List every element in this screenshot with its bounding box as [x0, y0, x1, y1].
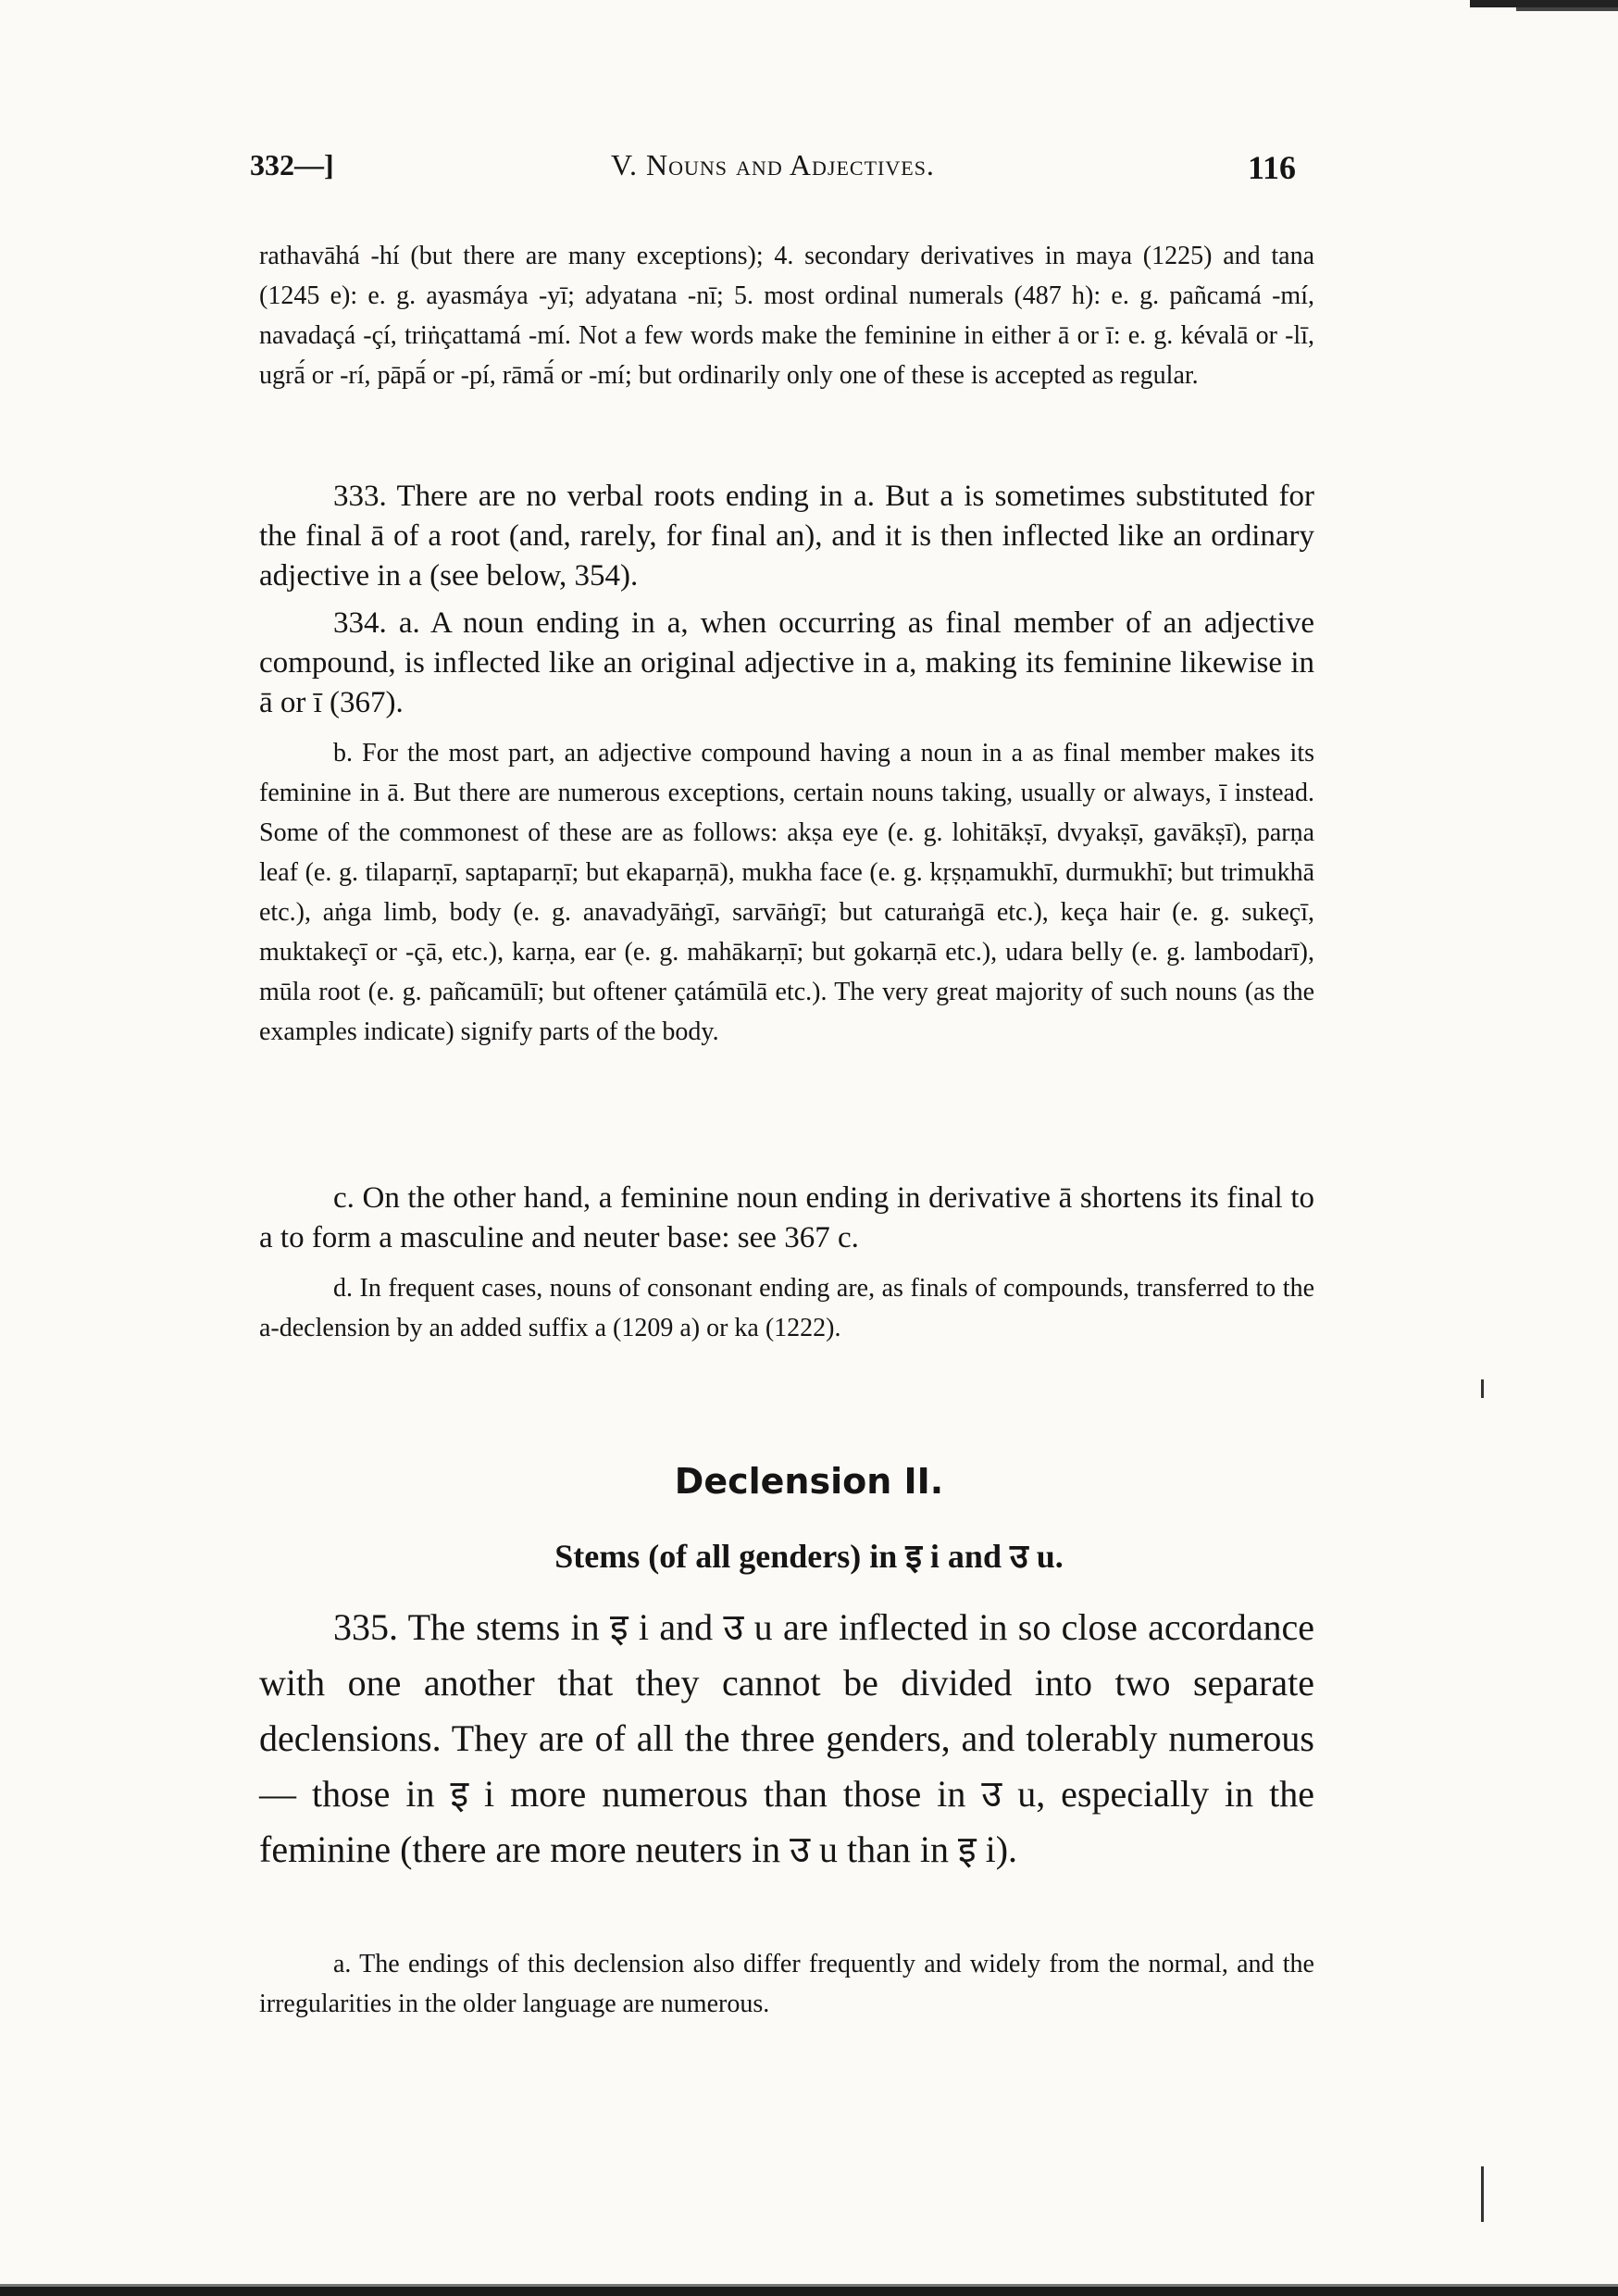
margin-mark	[1481, 1379, 1484, 1398]
scan-edge-top-shadow	[1516, 7, 1618, 11]
page-number: 116	[1247, 149, 1296, 186]
running-title: V. Nouns and Adjectives.	[611, 148, 935, 181]
page-header	[250, 148, 1296, 193]
paragraph-332-continued: rathavāhá -hí (but there are many exceptions); 4. secondary derivatives in maya (1225) and tana (1245 e): e. g. ayasmáya -yī; adyatana -nī; 5. most ordinal numerals (487 h): e. g. pañcamá -mí, navadaçá -çí, triṅçattamá -mí. Not a few words make the feminine in either ā or ī: e. g. kévalā or -lī, ugrā́ or -rí, pāpā́ or -pí, rāmā́ or -mí; but ordinarily only one of these is accepted as regular.	[259, 242, 1314, 390]
paragraph-334a: 334. a. A noun ending in a, when occurring as final member of an adjective compound, is inflected like an original adjective in a, making its feminine likewise in ā or ī (367).	[259, 606, 1314, 719]
paragraph-335: 335. The stems in इ i and उ u are inflected in so close accordance with one another that they cannot be divided into two separate declensions. They are of all the three genders, and tolerably numerous — those in इ i more numerous than those in उ u, especially in the feminine (there are more neuters in उ u than in इ i).	[259, 1606, 1314, 1870]
margin-mark	[1481, 2166, 1484, 2222]
paragraph-335a: a. The endings of this declension also differ frequently and widely from the normal, and the irregularities in the older language are numerous.	[259, 1950, 1314, 2018]
scan-edge-bottom	[0, 2287, 1618, 2296]
section-subheading: Stems (of all genders) in इ i and उ u.	[554, 1538, 1064, 1575]
paragraph-334d: d. In frequent cases, nouns of consonant ending are, as finals of compounds, transferred to the a-declension by an added suffix a (1209 a) or ka (1222).	[259, 1274, 1314, 1342]
section-heading: Declension II.	[674, 1461, 944, 1502]
paragraph-333: 333. There are no verbal roots ending in a. But a is sometimes substituted for the final ā of a root (and, rarely, for final an), and it is then inflected like an ordinary adjective in a (see below, 354).	[259, 480, 1314, 593]
scan-edge-top	[1470, 0, 1618, 7]
section-reference: 332—]	[250, 148, 334, 181]
paragraph-334b: b. For the most part, an adjective compound having a noun in a as final member makes its feminine in ā. But there are numerous exceptions, certain nouns taking, usually or always, ī instead. Some of the commonest of these are as follows: akṣa eye (e. g. lohitākṣī, dvyakṣī, gavākṣī), parṇa leaf (e. g. tilaparṇī, saptaparṇī; but ekaparṇā), mukha face (e. g. kṛṣṇamukhī, durmukhī; but trimukhā etc.), aṅga limb, body (e. g. anavadyāṅgī, sarvāṅgī; but caturaṅgā etc.), keça hair (e. g. sukeçī, muktakeçī or -çā, etc.), karṇa, ear (e. g. mahākarṇī; but gokarṇā etc.), udara belly (e. g. lambodarī), mūla root (e. g. pañcamūlī; but oftener çatámūlā etc.). The very great majority of such nouns (as the examples indicate) signify parts of the body.	[259, 739, 1314, 1046]
paragraph-334c: c. On the other hand, a feminine noun ending in derivative ā shortens its final to a to form a masculine and neuter base: see 367 c.	[259, 1181, 1314, 1254]
